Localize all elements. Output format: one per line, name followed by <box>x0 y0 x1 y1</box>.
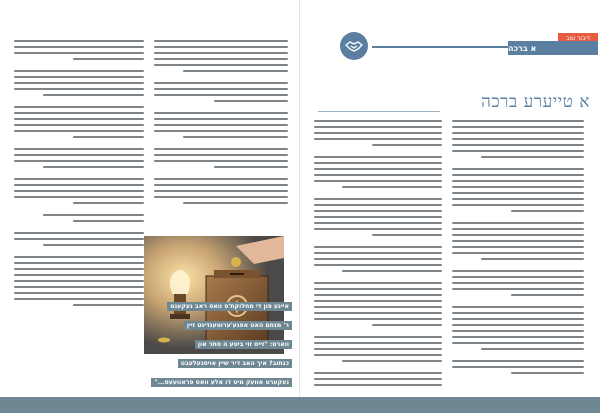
right-page-column-2 <box>452 120 584 388</box>
handshake-icon <box>340 32 368 60</box>
caption-line-2: ר' מנחם האט אפגע'ערוטענדיגט זיין <box>184 321 292 330</box>
caption-line-3: ווארט: "זייט זוי ביטע ה סתר און <box>195 340 292 349</box>
header-rule <box>372 46 508 48</box>
section-tag: דיבור טוב <box>558 33 598 43</box>
right-page-column-1 <box>314 120 442 388</box>
caption-line-4: כנתוב? איך האב דיר שיין אויסגעלעבט <box>178 359 292 368</box>
section-title: א ברכה <box>508 41 598 55</box>
left-page-column-2 <box>154 40 288 230</box>
page-gutter <box>299 0 300 397</box>
bottom-bar <box>0 397 600 413</box>
image-caption <box>150 297 292 386</box>
caption-line-1: איינע פון די מחלוקת'ס וואס ראב נעקענט <box>167 302 292 311</box>
left-page-column-1 <box>14 40 144 380</box>
title-rule <box>318 111 440 112</box>
caption-line-5: נעקערט אוועק מיט דו אלע וואס פראוועעס..." <box>151 378 292 387</box>
article-title: א טייערע ברכה <box>481 92 590 112</box>
